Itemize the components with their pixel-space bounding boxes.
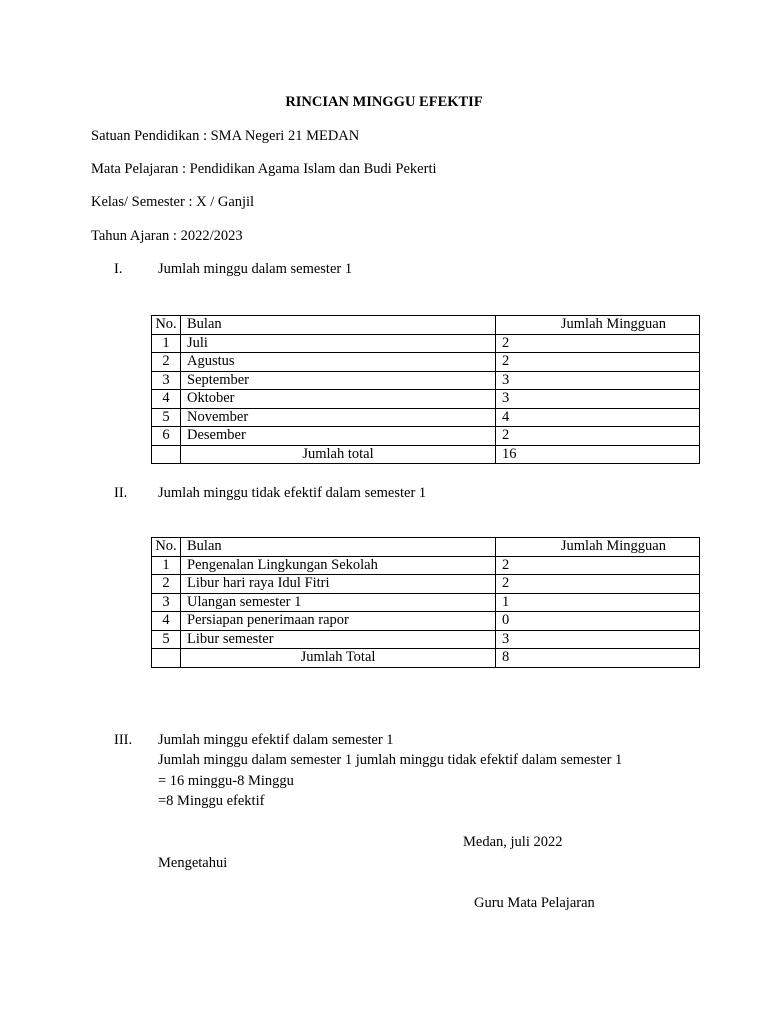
cell-jumlah: 3: [496, 390, 700, 409]
cell-no: 1: [152, 334, 181, 353]
cell-bulan: Libur hari raya Idul Fitri: [181, 575, 496, 594]
header-no: No.: [152, 316, 181, 335]
cell-jumlah: 3: [496, 630, 700, 649]
cell-no: 5: [152, 408, 181, 427]
cell-no: 3: [152, 371, 181, 390]
section-3-line-1: Jumlah minggu dalam semester 1 jumlah minggu tidak efektif dalam semester 1: [158, 752, 623, 768]
header-no: No.: [152, 538, 181, 557]
section-1-heading: Jumlah minggu dalam semester 1: [158, 261, 353, 277]
table-header-row: [152, 538, 700, 557]
cell-bulan: September: [181, 371, 496, 390]
cell-no: 6: [152, 427, 181, 446]
cell-bulan: Ulangan semester 1: [181, 593, 496, 612]
section-3-number: III.: [114, 732, 133, 748]
cell-no: 4: [152, 390, 181, 409]
cell-no: 5: [152, 630, 181, 649]
table-total-row: [152, 445, 700, 464]
mengetahui-label: Mengetahui: [158, 855, 228, 871]
table-minggu-tidak-efektif: [151, 537, 700, 668]
place-date: Medan, juli 2022: [463, 834, 563, 850]
section-3-line-3: =8 Minggu efektif: [158, 793, 265, 809]
header-jumlah: Jumlah Mingguan: [496, 316, 700, 335]
table-row: [152, 593, 700, 612]
table-row: [152, 612, 700, 631]
table-row: [152, 353, 700, 372]
section-2-number: II.: [114, 485, 128, 501]
cell-empty: [152, 445, 181, 464]
table-row: [152, 575, 700, 594]
cell-no: 2: [152, 353, 181, 372]
header-bulan: Bulan: [181, 538, 496, 557]
section-3-heading: Jumlah minggu efektif dalam semester 1: [158, 732, 394, 748]
table-row: [152, 630, 700, 649]
tahun-ajaran: Tahun Ajaran : 2022/2023: [91, 228, 243, 244]
cell-bulan: Pengenalan Lingkungan Sekolah: [181, 556, 496, 575]
cell-no: 1: [152, 556, 181, 575]
cell-jumlah: 2: [496, 334, 700, 353]
mata-pelajaran: Mata Pelajaran : Pendidikan Agama Islam dan Budi Pekerti: [91, 161, 437, 177]
cell-jumlah: 2: [496, 427, 700, 446]
cell-jumlah: 2: [496, 575, 700, 594]
cell-bulan: Oktober: [181, 390, 496, 409]
cell-bulan: Juli: [181, 334, 496, 353]
satuan-pendidikan: Satuan Pendidikan : SMA Negeri 21 MEDAN: [91, 128, 360, 144]
cell-bulan: Agustus: [181, 353, 496, 372]
cell-empty: [152, 649, 181, 668]
total-label: Jumlah Total: [181, 649, 496, 668]
cell-jumlah: 3: [496, 371, 700, 390]
table-header-row: [152, 316, 700, 335]
table-row: [152, 408, 700, 427]
table-row: [152, 556, 700, 575]
table-row: [152, 371, 700, 390]
cell-jumlah: 0: [496, 612, 700, 631]
cell-no: 3: [152, 593, 181, 612]
cell-jumlah: 2: [496, 556, 700, 575]
cell-bulan: November: [181, 408, 496, 427]
header-jumlah: Jumlah Mingguan: [496, 538, 700, 557]
cell-bulan: Libur semester: [181, 630, 496, 649]
table-row: [152, 334, 700, 353]
table-minggu-semester: [151, 315, 700, 464]
cell-bulan: Persiapan penerimaan rapor: [181, 612, 496, 631]
cell-no: 4: [152, 612, 181, 631]
total-value: 16: [496, 445, 700, 464]
cell-no: 2: [152, 575, 181, 594]
section-1-number: I.: [114, 261, 123, 277]
section-3-line-2: = 16 minggu-8 Minggu: [158, 773, 294, 789]
kelas-semester: Kelas/ Semester : X / Ganjil: [91, 194, 255, 210]
total-value: 8: [496, 649, 700, 668]
table-row: [152, 390, 700, 409]
header-bulan: Bulan: [181, 316, 496, 335]
cell-bulan: Desember: [181, 427, 496, 446]
cell-jumlah: 1: [496, 593, 700, 612]
page-title: RINCIAN MINGGU EFEKTIF: [285, 94, 483, 110]
total-label: Jumlah total: [181, 445, 496, 464]
section-2-heading: Jumlah minggu tidak efektif dalam semester 1: [158, 485, 427, 501]
guru-label: Guru Mata Pelajaran: [474, 895, 595, 911]
table-row: [152, 427, 700, 446]
table-total-row: [152, 649, 700, 668]
cell-jumlah: 4: [496, 408, 700, 427]
cell-jumlah: 2: [496, 353, 700, 372]
